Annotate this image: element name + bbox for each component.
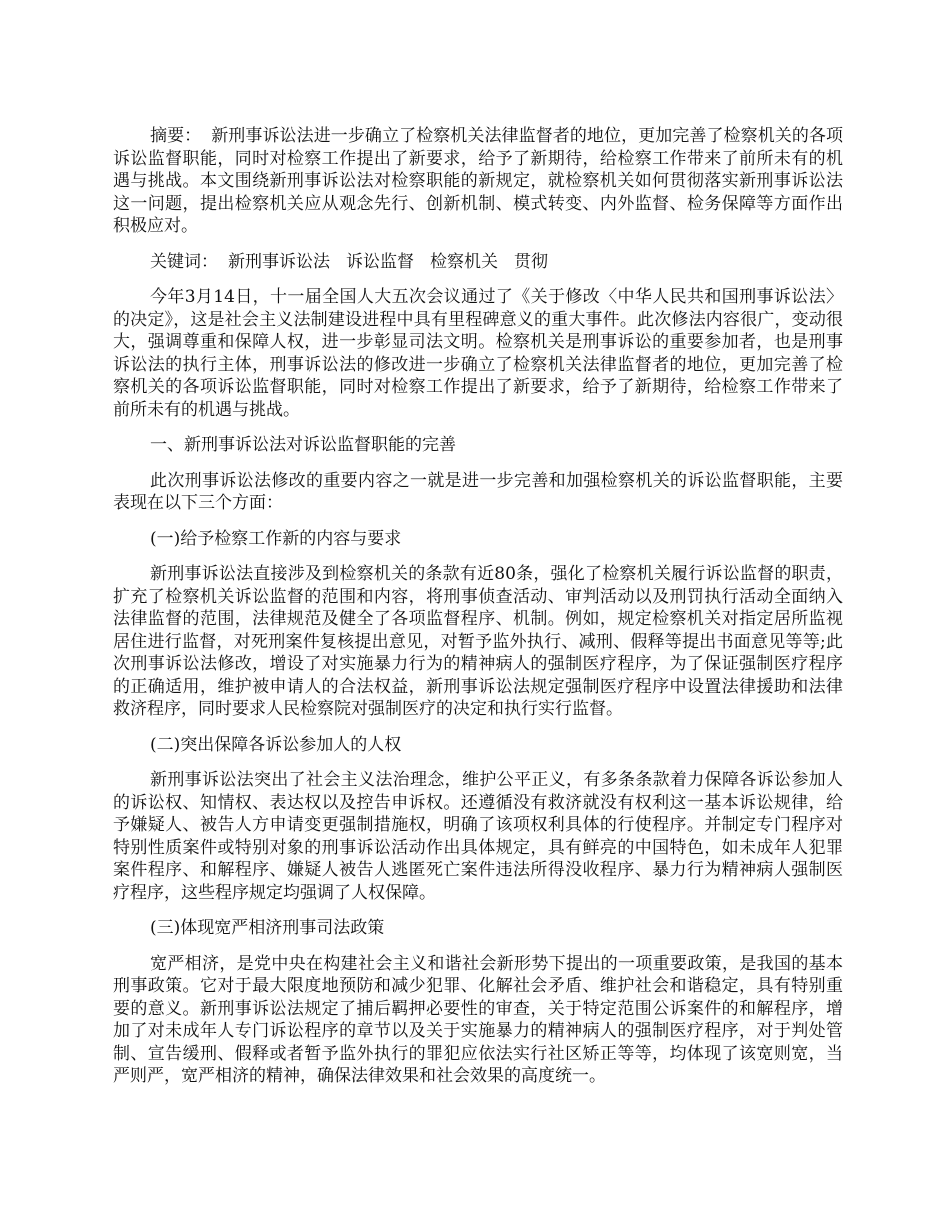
- subsection-paragraph: 新刑事诉讼法突出了社会主义法治理念，维护公平正义，有多条条款着力保障各诉讼参加人的诉讼权、知情权、表达权以及控告申诉权。还遵循没有救济就没有权利这一基本诉讼规律，给予嫌疑人、被告人方申请变更强制措施权，明确了该项权利具体的行使程序。并制定专门程序对特别性质案件或特别对象的刑事诉讼活动作出具体规定，具有鲜亮的中国特色，如未成年人犯罪案件程序、和解程序、嫌疑人被告人逃匿死亡案件违法所得没收程序、暴力行为精神病人强制医疗程序，这些程序规定均强调了人权保障。: [113, 770, 843, 903]
- subsection-heading: (二)突出保障各诉讼参加人的人权: [150, 734, 402, 755]
- keyword: 检察机关: [430, 251, 498, 272]
- section-lead-paragraph: 此次刑事诉讼法修改的重要内容之一就是进一步完善和加强检察机关的诉讼监督职能，主要表现在以下三个方面：: [113, 470, 843, 513]
- intro-paragraph: 今年3月14日，十一届全国人大五次会议通过了《关于修改〈中华人民共和国刑事诉讼法〉的决定》，这是社会主义法制建设进程中具有里程碑意义的重大事件。此次修法内容很广，变动很大，强调尊重和保障人权，进一步彰显司法文明。检察机关是刑事诉讼的重要参加者，也是刑事诉讼法的执行主体，刑事诉讼法的修改进一步确立了检察机关法律监督者的地位，更加完善了检察机关的各项诉讼监督职能，同时对检察工作提出了新要求，给予了新期待，给检察工作带来了前所未有的机遇与挑战。: [113, 287, 843, 420]
- abstract-text: 新刑事诉讼法进一步确立了检察机关法律监督者的地位，更加完善了检察机关的各项诉讼监督职能，同时对检察工作提出了新要求，给予了新期待，给检察工作带来了前所未有的机遇与挑战。本文围绕新刑事诉讼法对检察职能的新规定，就检察机关如何贯彻落实新刑事诉讼法这一问题，提出检察机关应从观念先行、创新机制、模式转变、内外监督、检务保障等方面作出积极应对。: [113, 126, 844, 236]
- keyword: 诉讼监督: [346, 251, 414, 272]
- section-heading: 一、新刑事诉讼法对诉讼监督职能的完善: [150, 435, 456, 455]
- keyword: 贯彻: [514, 251, 548, 272]
- keywords-label: 关键词：: [150, 251, 218, 272]
- keywords-paragraph: [113, 251, 843, 274]
- subsection-heading: (三)体现宽严相济刑事司法政策: [150, 918, 385, 938]
- keyword: 新刑事诉讼法: [228, 251, 330, 272]
- subsection-paragraph: 新刑事诉讼法直接涉及到检察机关的条款有近80条，强化了检察机关履行诉讼监督的职责，扩充了检察机关诉讼监督的范围和内容，将刑事侦查活动、审判活动以及刑罚执行活动全面纳入法律监督的范围，法律规范及健全了各项监督程序、机制。例如，规定检察机关对指定居所监视居住进行监督，对死刑案件复核提出意见，对暂予监外执行、减刑、假释等提出书面意见等等;此次刑事诉讼法修改，增设了对实施暴力行为的精神病人的强制医疗程序，为了保证强制医疗程序的正确适用，维护被申请人的合法权益，新刑事诉讼法规定强制医疗程序中设置法律援助和法律救济程序，同时要求人民检察院对强制医疗的决定和执行实行监督。: [113, 564, 843, 719]
- subsection-heading: (一)给予检察工作新的内容与要求: [150, 528, 402, 549]
- document-body: [113, 125, 843, 1101]
- abstract-paragraph: [113, 125, 843, 238]
- abstract-label: 摘要：: [150, 126, 202, 146]
- subsection-paragraph: 宽严相济，是党中央在构建社会主义和谐社会新形势下提出的一项重要政策，是我国的基本刑事政策。它对于最大限度地预防和减少犯罪、化解社会矛盾、维护社会和谐稳定，具有特别重要的意义。新刑事诉讼法规定了捕后羁押必要性的审查，关于特定范围公诉案件的和解程序，增加了对未成年人专门诉讼程序的章节以及关于实施暴力的精神病人的强制医疗程序，对于判处管制、宣告缓刑、假释或者暂予监外执行的罪犯应依法实行社区矫正等等，均体现了该宽则宽，当严则严，宽严相济的精神，确保法律效果和社会效果的高度统一。: [113, 953, 843, 1086]
